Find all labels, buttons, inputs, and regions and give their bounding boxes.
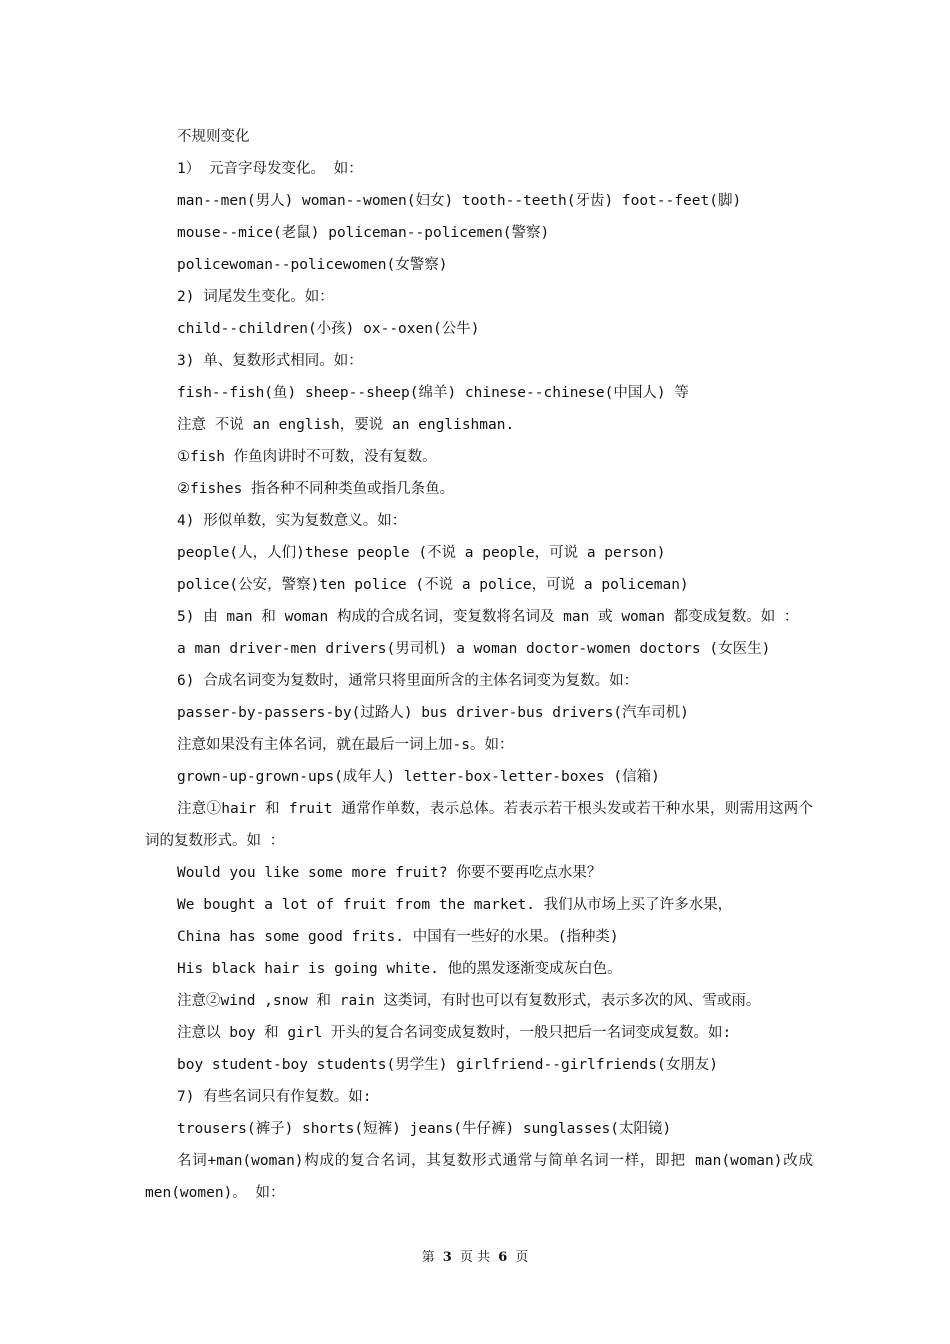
current-page-number: 3 xyxy=(442,1250,452,1265)
text-line: police(公安，警察)ten police (不说 a police，可说 a policeman) xyxy=(177,577,689,593)
footer-prefix: 第 xyxy=(421,1250,435,1265)
text-paragraph: 名词+man(woman)构成的复合名词，其复数形式通常与简单名词一样，即把 man(woman)改成 men(women)。 如： xyxy=(145,1153,813,1201)
text-line: Would you like some more fruit? 你要不要再吃点水果？ xyxy=(177,865,602,881)
text-line: 7) 有些名词只有作复数。如: xyxy=(177,1089,372,1105)
text-line: ①fish 作鱼肉讲时不可数，没有复数。 xyxy=(177,449,437,465)
text-line: 5) 由 man 和 woman 构成的合成名词，变复数将名词及 man 或 woman 都变成复数。如 ： xyxy=(177,609,799,625)
text-line: people(人，人们)these people (不说 a people，可说 a person) xyxy=(177,545,666,561)
text-line: 2) 词尾发生变化。如： xyxy=(177,289,334,305)
text-line: a man driver-men drivers(男司机) a woman doctor-women doctors (女医生) xyxy=(177,641,771,657)
text-line: 1） 元音字母发变化。 如： xyxy=(177,161,363,177)
text-line: mouse--mice(老鼠) policeman--policemen(警察) xyxy=(177,225,550,241)
footer-middle: 页 共 xyxy=(459,1250,491,1265)
text-line: We bought a lot of fruit from the market. 我们从市场上买了许多水果， xyxy=(177,897,733,913)
document-body xyxy=(145,121,813,1209)
text-line: ②fishes 指各种不同种类鱼或指几条鱼。 xyxy=(177,481,455,497)
text-line: trousers(裤子) shorts(短裤) jeans(牛仔裤) sunglasses(太阳镜) xyxy=(177,1121,672,1137)
text-line: 6) 合成名词变为复数时，通常只将里面所含的主体名词变为复数。如： xyxy=(177,673,639,689)
text-line: 注意 不说 an english，要说 an englishman. xyxy=(177,417,515,433)
text-line: 注意以 boy 和 girl 开头的复合名词变成复数时，一般只把后一名词变成复数。如: xyxy=(177,1025,732,1041)
text-line: His black hair is going white. 他的黑发逐渐变成灰白色。 xyxy=(177,961,622,977)
text-line: 4) 形似单数，实为复数意义。如： xyxy=(177,513,407,529)
text-line: passer-by-passers-by(过路人) bus driver-bus drivers(汽车司机) xyxy=(177,705,689,721)
heading-irregular-changes: 不规则变化 xyxy=(177,129,250,145)
total-pages-number: 6 xyxy=(498,1250,508,1265)
text-line: child--children(小孩) ox--oxen(公牛) xyxy=(177,321,480,337)
text-line: policewoman--policewomen(女警察) xyxy=(177,257,448,273)
text-line: man--men(男人) woman--women(妇女) tooth--teeth(牙齿) foot--feet(脚) xyxy=(177,193,742,209)
text-paragraph: 注意①hair 和 fruit 通常作单数，表示总体。若表示若干根头发或若干种水果，则需用这两个词的复数形式。如 ： xyxy=(145,801,813,849)
text-line: 注意②wind ,snow 和 rain 这类词，有时也可以有复数形式，表示多次的风、雪或雨。 xyxy=(177,993,761,1009)
page-footer xyxy=(0,1248,950,1268)
text-line: 注意如果没有主体名词，就在最后一词上加-s。如： xyxy=(177,737,514,753)
text-line: 3) 单、复数形式相同。如： xyxy=(177,353,363,369)
text-line: grown-up-grown-ups(成年人) letter-box-letter-boxes (信箱) xyxy=(177,769,660,785)
footer-suffix: 页 xyxy=(515,1250,529,1265)
text-line: fish--fish(鱼) sheep--sheep(绵羊) chinese--chinese(中国人) 等 xyxy=(177,385,689,401)
text-line: China has some good frits. 中国有一些好的水果。(指种类) xyxy=(177,929,619,945)
text-line: boy student-boy students(男学生) girlfriend--girlfriends(女朋友) xyxy=(177,1057,718,1073)
